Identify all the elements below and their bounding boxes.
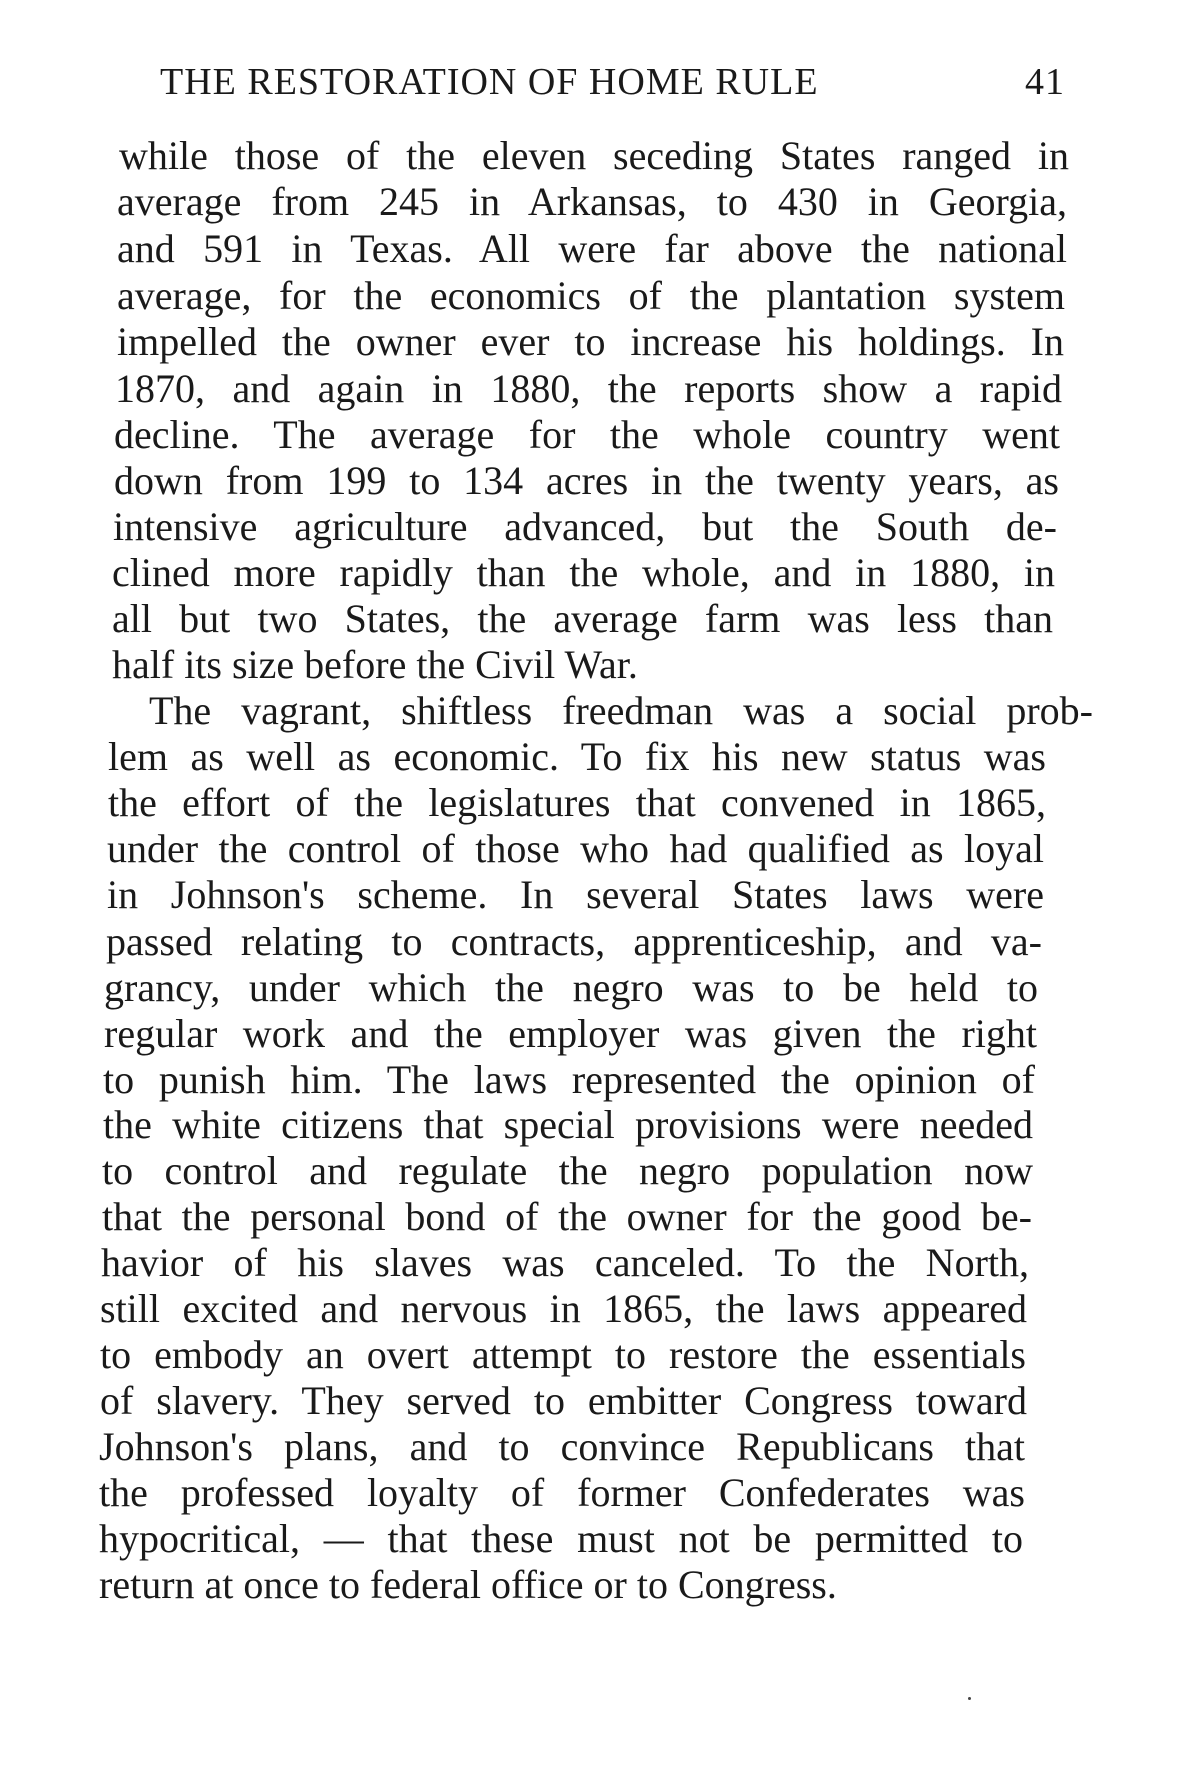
text-line: and 591 in Texas. All were far above the national [117, 226, 1067, 271]
text-line: intensive agriculture advanced, but the South de- [113, 504, 1057, 549]
text-line: of slavery. They served to embitter Congress toward [100, 1378, 1027, 1423]
running-title: THE RESTORATION OF HOME RULE [160, 61, 819, 103]
text-line: hypocritical, — that these must not be permitted to [99, 1516, 1023, 1561]
text-line: the white citizens that special provisions were needed [103, 1102, 1033, 1147]
text-line: havior of his slaves was canceled. To the North, [101, 1240, 1029, 1285]
text-line: that the personal bond of the owner for the good be- [102, 1194, 1032, 1239]
text-line: all but two States, the average farm was less than [112, 596, 1053, 641]
text-line: 1870, and again in 1880, the reports show a rapid [115, 366, 1062, 411]
text-line: to punish him. The laws represented the opinion of [103, 1057, 1035, 1102]
text-line: to embody an overt attempt to restore the essentials [100, 1332, 1026, 1377]
text-line: return at once to federal office or to Congress. [99, 1562, 837, 1607]
scan-speck [968, 1697, 971, 1700]
text-line: decline. The average for the whole country went [114, 412, 1060, 457]
text-line: the effort of the legislatures that convened in 1865, [108, 780, 1046, 825]
text-line: in Johnson's scheme. In several States laws were [107, 872, 1044, 917]
text-line: still excited and nervous in 1865, the laws appeared [100, 1286, 1027, 1331]
text-line: The vagrant, shiftless freedman was a social prob- [149, 688, 1093, 733]
text-line: average from 245 in Arkansas, to 430 in Georgia, [117, 179, 1067, 224]
text-line: Johnson's plans, and to convince Republicans that [99, 1424, 1025, 1469]
text-line: to control and regulate the negro population now [102, 1148, 1033, 1193]
text-line: passed relating to contracts, apprenticeship, and va- [106, 919, 1042, 964]
text-line: regular work and the employer was given the right [104, 1011, 1037, 1056]
text-line: clined more rapidly than the whole, and in 1880, in [112, 550, 1055, 595]
page-number: 41 [1025, 61, 1065, 103]
text-line: the professed loyalty of former Confederates was [99, 1470, 1025, 1515]
text-line: grancy, under which the negro was to be held to [104, 965, 1038, 1010]
text-line: half its size before the Civil War. [112, 642, 638, 687]
text-line: under the control of those who had qualified as loyal [107, 826, 1044, 871]
text-line: down from 199 to 134 acres in the twenty years, as [114, 458, 1059, 503]
running-head [160, 56, 1065, 108]
text-line: impelled the owner ever to increase his holdings. In [117, 319, 1064, 364]
text-line: while those of the eleven seceding States ranged in [119, 133, 1069, 178]
text-line: lem as well as economic. To fix his new status was [108, 734, 1046, 779]
text-line: average, for the economics of the plantation system [117, 273, 1065, 318]
